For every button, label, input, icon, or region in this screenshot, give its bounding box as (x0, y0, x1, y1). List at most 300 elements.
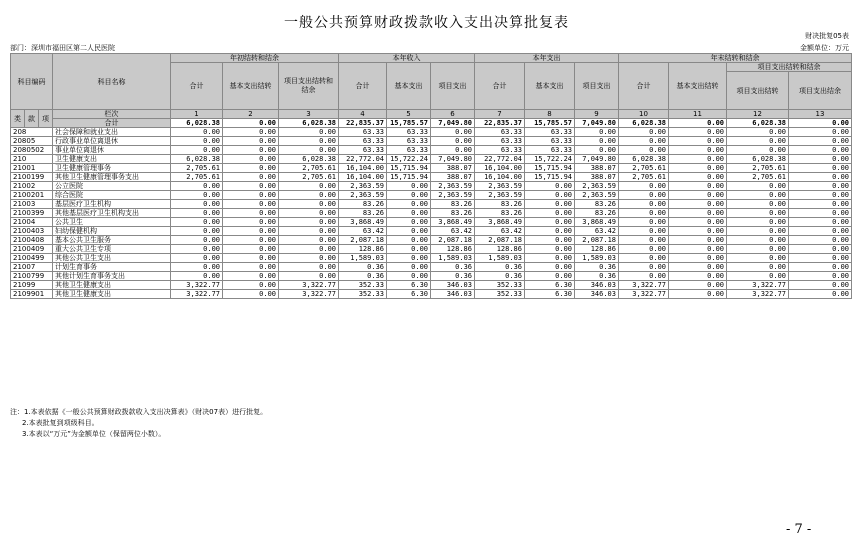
col-header: 项目支出结余 (789, 72, 852, 110)
value-cell: 0.00 (727, 254, 789, 263)
value-cell: 3,322.77 (171, 281, 223, 290)
value-cell: 352.33 (339, 281, 387, 290)
value-cell: 2,705.61 (619, 173, 669, 182)
table-row (11, 200, 852, 209)
value-cell: 0.00 (525, 263, 575, 272)
value-cell: 0.00 (279, 128, 339, 137)
value-cell: 2,363.59 (431, 182, 475, 191)
row-code: 2100403 (11, 227, 53, 236)
row-code: 2100201 (11, 191, 53, 200)
col-number: 13 (789, 110, 852, 119)
value-cell: 0.36 (575, 272, 619, 281)
proj-end-header: 项目支出结转和结余 (727, 63, 852, 72)
value-cell: 0.00 (669, 200, 727, 209)
value-cell: 0.00 (669, 155, 727, 164)
value-cell: 83.26 (431, 209, 475, 218)
table-row (11, 290, 852, 299)
total-cell: 0.00 (669, 119, 727, 128)
value-cell: 63.33 (387, 128, 431, 137)
col-header: 合计 (171, 63, 223, 110)
value-cell: 0.00 (789, 146, 852, 155)
value-cell: 0.00 (171, 245, 223, 254)
row-code: 20805 (11, 137, 53, 146)
value-cell: 0.00 (387, 209, 431, 218)
value-cell: 0.36 (575, 263, 619, 272)
value-cell: 3,322.77 (619, 290, 669, 299)
value-cell: 0.00 (619, 128, 669, 137)
value-cell: 0.00 (789, 263, 852, 272)
value-cell: 83.26 (575, 200, 619, 209)
value-cell: 2,705.61 (279, 173, 339, 182)
value-cell: 0.00 (279, 272, 339, 281)
budget-table (10, 53, 852, 299)
value-cell: 0.00 (727, 218, 789, 227)
row-name: 卫生健康管理事务 (53, 164, 171, 173)
col-number: 2 (223, 110, 279, 119)
total-row (11, 119, 852, 128)
value-cell: 0.00 (387, 254, 431, 263)
value-cell: 2,705.61 (619, 164, 669, 173)
col-number: 6 (431, 110, 475, 119)
value-cell: 0.00 (171, 254, 223, 263)
total-cell: 22,835.37 (339, 119, 387, 128)
value-cell: 0.00 (431, 146, 475, 155)
row-name: 卫生健康支出 (53, 155, 171, 164)
value-cell: 0.00 (619, 272, 669, 281)
row-name: 综合医院 (53, 191, 171, 200)
value-cell: 0.00 (619, 209, 669, 218)
value-cell: 0.00 (279, 218, 339, 227)
value-cell: 15,715.94 (387, 164, 431, 173)
value-cell: 0.00 (669, 272, 727, 281)
value-cell: 0.00 (387, 191, 431, 200)
total-cell: 0.00 (223, 119, 279, 128)
row-name: 其他公共卫生支出 (53, 254, 171, 263)
value-cell: 2,705.61 (727, 173, 789, 182)
value-cell: 0.00 (619, 236, 669, 245)
row-code: 21002 (11, 182, 53, 191)
value-cell: 0.36 (339, 263, 387, 272)
value-cell: 0.00 (789, 245, 852, 254)
value-cell: 128.86 (431, 245, 475, 254)
value-cell: 15,715.94 (525, 173, 575, 182)
col-header: 项目支出结转和结余 (279, 63, 339, 110)
value-cell: 0.00 (669, 164, 727, 173)
value-cell: 15,722.24 (387, 155, 431, 164)
col-number: 9 (575, 110, 619, 119)
income-header: 本年收入 (339, 54, 475, 63)
value-cell: 0.00 (669, 209, 727, 218)
value-cell: 0.00 (223, 146, 279, 155)
value-cell: 3,868.49 (431, 218, 475, 227)
value-cell: 1,589.03 (575, 254, 619, 263)
value-cell: 6.30 (525, 290, 575, 299)
table-row (11, 128, 852, 137)
value-cell: 352.33 (475, 281, 525, 290)
xiang-header: 项 (39, 110, 53, 128)
value-cell: 15,715.94 (525, 164, 575, 173)
total-cell: 22,835.37 (475, 119, 525, 128)
value-cell: 0.00 (223, 290, 279, 299)
value-cell: 6,028.38 (171, 155, 223, 164)
value-cell: 63.33 (339, 137, 387, 146)
value-cell: 0.00 (171, 218, 223, 227)
value-cell: 0.00 (279, 263, 339, 272)
value-cell: 0.00 (223, 200, 279, 209)
value-cell: 0.00 (279, 191, 339, 200)
value-cell: 63.42 (339, 227, 387, 236)
value-cell: 0.00 (279, 236, 339, 245)
value-cell: 0.00 (669, 254, 727, 263)
value-cell: 2,087.18 (475, 236, 525, 245)
value-cell: 3,322.77 (279, 290, 339, 299)
row-name: 其他卫生健康管理事务支出 (53, 173, 171, 182)
value-cell: 63.42 (575, 227, 619, 236)
table-row (11, 254, 852, 263)
table-row (11, 137, 852, 146)
row-name: 其他卫生健康支出 (53, 290, 171, 299)
value-cell: 16,104.00 (339, 173, 387, 182)
value-cell: 0.00 (789, 155, 852, 164)
value-cell: 3,322.77 (619, 281, 669, 290)
value-cell: 0.00 (171, 209, 223, 218)
value-cell: 0.00 (279, 245, 339, 254)
value-cell: 0.00 (171, 236, 223, 245)
value-cell: 7,049.80 (431, 155, 475, 164)
value-cell: 0.00 (223, 236, 279, 245)
value-cell: 0.36 (431, 272, 475, 281)
total-cell: 15,785.57 (387, 119, 431, 128)
row-code: 2109901 (11, 290, 53, 299)
value-cell: 2,363.59 (431, 191, 475, 200)
expense-header: 本年支出 (475, 54, 619, 63)
value-cell: 0.00 (619, 191, 669, 200)
value-cell: 352.33 (339, 290, 387, 299)
table-row (11, 281, 852, 290)
value-cell: 0.00 (223, 209, 279, 218)
value-cell: 63.33 (339, 128, 387, 137)
value-cell: 0.00 (669, 245, 727, 254)
row-code: 208 (11, 128, 53, 137)
value-cell: 0.00 (619, 182, 669, 191)
department-label: 部门：深圳市福田区第二人民医院 (10, 44, 115, 52)
value-cell: 128.86 (339, 245, 387, 254)
value-cell: 0.00 (279, 209, 339, 218)
value-cell: 3,322.77 (171, 290, 223, 299)
value-cell: 346.03 (575, 290, 619, 299)
total-cell: 6,028.38 (727, 119, 789, 128)
row-code: 21004 (11, 218, 53, 227)
value-cell: 0.00 (525, 245, 575, 254)
total-cell: 7,049.80 (431, 119, 475, 128)
table-number: 财决批复05表 (805, 32, 849, 40)
value-cell: 1,589.03 (431, 254, 475, 263)
value-cell: 3,322.77 (727, 290, 789, 299)
value-cell: 0.00 (789, 227, 852, 236)
value-cell: 0.00 (525, 227, 575, 236)
col-number: 3 (279, 110, 339, 119)
col-number: 5 (387, 110, 431, 119)
table-row (11, 164, 852, 173)
note-line: 3.本表以“万元”为金额单位（保留两位小数）。 (22, 430, 166, 438)
value-cell: 0.00 (279, 146, 339, 155)
value-cell: 0.00 (669, 128, 727, 137)
value-cell: 22,772.04 (339, 155, 387, 164)
value-cell: 346.03 (431, 290, 475, 299)
value-cell: 2,363.59 (339, 191, 387, 200)
row-name: 事业单位离退休 (53, 146, 171, 155)
value-cell: 2,363.59 (575, 191, 619, 200)
begin-balance-header: 年初结转和结余 (171, 54, 339, 63)
value-cell: 0.00 (789, 200, 852, 209)
value-cell: 0.00 (669, 290, 727, 299)
value-cell: 0.00 (223, 227, 279, 236)
row-name: 基本公共卫生服务 (53, 236, 171, 245)
value-cell: 7,049.80 (575, 155, 619, 164)
value-cell: 0.36 (475, 263, 525, 272)
value-cell: 346.03 (575, 281, 619, 290)
value-cell: 0.00 (387, 245, 431, 254)
value-cell: 63.42 (475, 227, 525, 236)
table-row (11, 191, 852, 200)
value-cell: 0.00 (223, 254, 279, 263)
value-cell: 2,705.61 (171, 173, 223, 182)
value-cell: 0.00 (279, 200, 339, 209)
value-cell: 0.00 (171, 227, 223, 236)
value-cell: 1,589.03 (475, 254, 525, 263)
row-code: 2100799 (11, 272, 53, 281)
value-cell: 0.36 (339, 272, 387, 281)
value-cell: 0.00 (387, 218, 431, 227)
value-cell: 0.00 (575, 128, 619, 137)
value-cell: 0.00 (619, 254, 669, 263)
row-code: 21099 (11, 281, 53, 290)
value-cell: 6.30 (387, 290, 431, 299)
value-cell: 1,589.03 (339, 254, 387, 263)
value-cell: 0.00 (223, 182, 279, 191)
value-cell: 63.33 (339, 146, 387, 155)
page-number: - 7 - (786, 522, 812, 537)
row-name: 公立医院 (53, 182, 171, 191)
value-cell: 2,363.59 (475, 182, 525, 191)
col-number: 11 (669, 110, 727, 119)
value-cell: 0.00 (669, 173, 727, 182)
value-cell: 0.00 (619, 218, 669, 227)
col-number: 10 (619, 110, 669, 119)
value-cell: 0.00 (789, 254, 852, 263)
note-line: 2.本表批复到项级科目。 (22, 419, 99, 427)
value-cell: 0.00 (431, 137, 475, 146)
value-cell: 3,322.77 (279, 281, 339, 290)
table-row (11, 245, 852, 254)
value-cell: 0.00 (525, 272, 575, 281)
value-cell: 0.00 (789, 182, 852, 191)
value-cell: 0.00 (171, 137, 223, 146)
value-cell: 6.30 (387, 281, 431, 290)
value-cell: 3,322.77 (727, 281, 789, 290)
row-code: 2100399 (11, 209, 53, 218)
table-row (11, 236, 852, 245)
value-cell: 352.33 (475, 290, 525, 299)
value-cell: 83.26 (431, 200, 475, 209)
value-cell: 2,363.59 (475, 191, 525, 200)
value-cell: 0.00 (727, 263, 789, 272)
value-cell: 388.07 (575, 173, 619, 182)
value-cell: 2,087.18 (431, 236, 475, 245)
row-code: 21001 (11, 164, 53, 173)
value-cell: 0.00 (223, 173, 279, 182)
value-cell: 0.00 (223, 263, 279, 272)
notes (10, 407, 267, 440)
heji-label: 合计 (53, 119, 171, 128)
value-cell: 0.00 (387, 182, 431, 191)
value-cell: 0.00 (279, 254, 339, 263)
value-cell: 0.00 (619, 146, 669, 155)
value-cell: 63.33 (525, 128, 575, 137)
row-name: 其他卫生健康支出 (53, 281, 171, 290)
value-cell: 0.00 (789, 209, 852, 218)
table-row (11, 218, 852, 227)
value-cell: 0.00 (525, 200, 575, 209)
value-cell: 0.00 (789, 281, 852, 290)
value-cell: 6,028.38 (279, 155, 339, 164)
end-balance-header: 年末结转和结余 (619, 54, 852, 63)
value-cell: 2,087.18 (575, 236, 619, 245)
value-cell: 0.00 (525, 209, 575, 218)
row-name: 社会保障和就业支出 (53, 128, 171, 137)
value-cell: 0.00 (171, 200, 223, 209)
col-header: 基本支出结转 (223, 63, 279, 110)
value-cell: 2,705.61 (727, 164, 789, 173)
value-cell: 128.86 (475, 245, 525, 254)
value-cell: 0.00 (619, 245, 669, 254)
table-row (11, 182, 852, 191)
col-header: 合计 (619, 63, 669, 110)
value-cell: 0.00 (727, 227, 789, 236)
value-cell: 0.00 (223, 137, 279, 146)
row-name: 基层医疗卫生机构 (53, 200, 171, 209)
value-cell: 0.00 (387, 227, 431, 236)
value-cell: 346.03 (431, 281, 475, 290)
row-code: 210 (11, 155, 53, 164)
value-cell: 0.36 (431, 263, 475, 272)
row-name: 其他基层医疗卫生机构支出 (53, 209, 171, 218)
value-cell: 0.00 (223, 245, 279, 254)
row-code: 2100199 (11, 173, 53, 182)
value-cell: 0.00 (789, 236, 852, 245)
value-cell: 83.26 (475, 209, 525, 218)
value-cell: 388.07 (575, 164, 619, 173)
unit-label: 金额单位：万元 (800, 44, 849, 52)
col-number: 8 (525, 110, 575, 119)
value-cell: 2,363.59 (339, 182, 387, 191)
value-cell: 0.00 (789, 218, 852, 227)
col-header: 合计 (339, 63, 387, 110)
value-cell: 2,705.61 (279, 164, 339, 173)
value-cell: 0.00 (525, 191, 575, 200)
col-number: 1 (171, 110, 223, 119)
value-cell: 63.42 (431, 227, 475, 236)
value-cell: 0.00 (727, 146, 789, 155)
col-number: 7 (475, 110, 525, 119)
row-code: 2100409 (11, 245, 53, 254)
value-cell: 0.00 (669, 236, 727, 245)
value-cell: 0.00 (525, 236, 575, 245)
total-cell: 15,785.57 (525, 119, 575, 128)
value-cell: 0.00 (223, 191, 279, 200)
row-code: 2080502 (11, 146, 53, 155)
value-cell: 0.00 (279, 182, 339, 191)
value-cell: 0.00 (619, 200, 669, 209)
value-cell: 388.07 (431, 164, 475, 173)
value-cell: 0.00 (387, 200, 431, 209)
value-cell: 0.00 (727, 128, 789, 137)
value-cell: 0.00 (727, 191, 789, 200)
value-cell: 6,028.38 (619, 155, 669, 164)
value-cell: 0.00 (223, 272, 279, 281)
value-cell: 0.00 (575, 137, 619, 146)
value-cell: 83.26 (339, 209, 387, 218)
row-code: 21003 (11, 200, 53, 209)
value-cell: 0.00 (223, 281, 279, 290)
total-cell: 0.00 (789, 119, 852, 128)
note-line: 注：1.本表依据《一般公共预算财政拨款收入支出决算表》（财决07表）进行批复。 (10, 408, 268, 416)
value-cell: 0.00 (789, 137, 852, 146)
value-cell: 0.36 (475, 272, 525, 281)
total-cell: 6,028.38 (171, 119, 223, 128)
value-cell: 0.00 (387, 236, 431, 245)
col-header: 基本支出 (387, 63, 431, 110)
value-cell: 0.00 (669, 191, 727, 200)
value-cell: 83.26 (339, 200, 387, 209)
page-title: 一般公共预算财政拨款收入支出决算批复表 (284, 15, 569, 31)
value-cell: 0.00 (669, 227, 727, 236)
value-cell: 0.00 (789, 272, 852, 281)
value-cell: 63.33 (525, 146, 575, 155)
value-cell: 0.00 (789, 173, 852, 182)
value-cell: 0.00 (789, 191, 852, 200)
value-cell: 0.00 (223, 155, 279, 164)
value-cell: 0.00 (171, 128, 223, 137)
value-cell: 0.00 (171, 182, 223, 191)
total-cell: 6,028.38 (619, 119, 669, 128)
row-name: 其他计划生育事务支出 (53, 272, 171, 281)
total-cell: 7,049.80 (575, 119, 619, 128)
lanci-label: 栏次 (53, 110, 171, 119)
name-header: 科目名称 (53, 54, 171, 110)
col-header: 项目支出结转 (727, 72, 789, 110)
value-cell: 0.00 (525, 254, 575, 263)
value-cell: 0.00 (727, 200, 789, 209)
row-name: 妇幼保健机构 (53, 227, 171, 236)
value-cell: 63.33 (475, 146, 525, 155)
col-header: 项目支出 (575, 63, 619, 110)
value-cell: 0.00 (669, 137, 727, 146)
col-header: 基本支出 (525, 63, 575, 110)
col-number: 4 (339, 110, 387, 119)
value-cell: 0.00 (171, 146, 223, 155)
value-cell: 0.00 (171, 191, 223, 200)
value-cell: 0.00 (727, 272, 789, 281)
code-header: 科目编码 (11, 54, 53, 110)
value-cell: 0.00 (669, 263, 727, 272)
total-cell: 6,028.38 (279, 119, 339, 128)
value-cell: 0.00 (727, 182, 789, 191)
table-row (11, 209, 852, 218)
value-cell: 6,028.38 (727, 155, 789, 164)
value-cell: 0.00 (279, 227, 339, 236)
value-cell: 83.26 (475, 200, 525, 209)
